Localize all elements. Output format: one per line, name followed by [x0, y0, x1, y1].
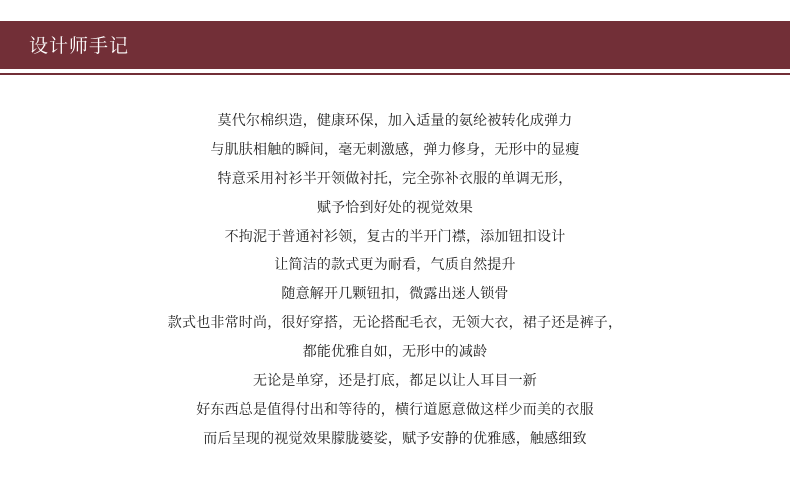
section-title: 设计师手记 — [29, 35, 130, 57]
text-line: 莫代尔棉织造，健康环保，加入适量的氨纶被转化成弹力 — [217, 113, 573, 129]
text-line: 不拘泥于普通衬衫领，复古的半开门襟，添加钮扣设计 — [224, 228, 566, 245]
text-line: 款式也非常时尚，很好穿搭，无论搭配毛衣，无领大衣，裙子还是裤子， — [167, 315, 623, 332]
text-line: 好东西总是值得付出和等待的，横行道愿意做这样少而美的衣服 — [196, 401, 594, 418]
section-header — [0, 21, 790, 69]
text-line: 赋予恰到好处的视觉效果 — [316, 199, 474, 216]
text-line: 而后呈现的视觉效果朦胧婆娑，赋予安静的优雅感，触感细致 — [203, 430, 587, 447]
text-line: 随意解开几颗钮扣，微露出迷人锁骨 — [281, 286, 509, 303]
text-line: 与肌肤相触的瞬间，毫无刺激感，弹力修身，无形中的显瘦 — [210, 141, 580, 158]
text-line: 都能优雅自如，无形中的减龄 — [302, 344, 488, 361]
text-line: 让简洁的款式更为耐看，气质自然提升 — [274, 257, 516, 274]
header-divider — [0, 73, 790, 75]
text-line: 无论是单穿，还是打底，都足以让人耳目一新 — [253, 373, 537, 390]
text-line: 特意采用衬衫半开领做衬托，完全弥补衣服的单调无形， — [217, 170, 573, 187]
designer-notes-text — [0, 107, 790, 454]
